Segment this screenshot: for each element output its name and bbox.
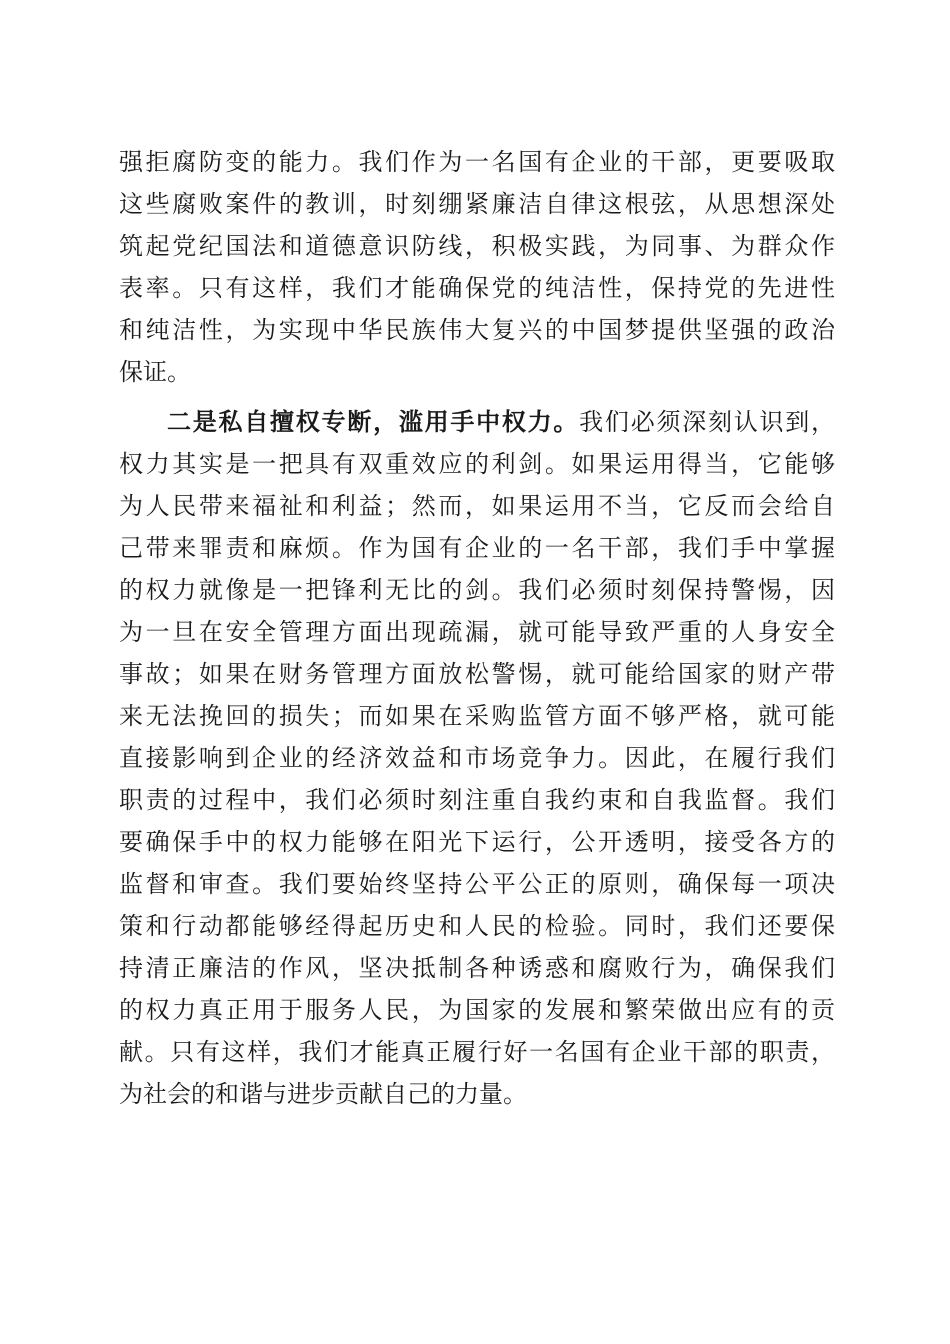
text-line: 己带来罪责和麻烦。作为国有企业的一名干部，我们手中掌握 xyxy=(119,534,835,562)
text-line: 直接影响到企业的经济效益和市场竞争力。因此，在履行我们 xyxy=(119,744,835,772)
text-line: 的权力就像是一把锋利无比的剑。我们必须时刻保持警惕，因 xyxy=(119,576,835,604)
text-run: 我们必须深刻认识到， xyxy=(579,408,836,436)
text-line: 筑起党纪国法和道德意识防线，积极实践，为同事、为群众作 xyxy=(119,232,835,260)
text-line: 保证。 xyxy=(119,358,191,386)
text-line: 的权力真正用于服务人民，为国家的发展和繁荣做出应有的贡 xyxy=(119,996,835,1024)
text-line-first xyxy=(119,401,835,443)
paragraph-spacer xyxy=(119,393,835,401)
text-line: 为人民带来福祉和利益；然而，如果运用不当，它反而会给自 xyxy=(119,492,835,520)
text-line: 献。只有这样，我们才能真正履行好一名国有企业干部的职责， xyxy=(119,1038,835,1066)
text-line: 和纯洁性，为实现中华民族伟大复兴的中国梦提供坚强的政治 xyxy=(119,316,835,344)
paragraph-2 xyxy=(119,401,835,1115)
text-line: 表率。只有这样，我们才能确保党的纯洁性，保持党的先进性 xyxy=(119,274,835,302)
text-line: 要确保手中的权力能够在阳光下运行，公开透明，接受各方的 xyxy=(119,828,835,856)
text-line: 来无法挽回的损失；而如果在采购监管方面不够严格，就可能 xyxy=(119,702,835,730)
body-text xyxy=(119,141,835,1115)
text-line: 监督和审查。我们要始终坚持公平公正的原则，确保每一项决 xyxy=(119,870,835,898)
text-line: 为社会的和谐与进步贡献自己的力量。 xyxy=(119,1080,527,1108)
text-line: 职责的过程中，我们必须时刻注重自我约束和自我监督。我们 xyxy=(119,786,835,814)
paragraph-heading: 二是私自擅权专断，滥用手中权力。 xyxy=(167,407,580,436)
text-line: 为一旦在安全管理方面出现疏漏，就可能导致严重的人身安全 xyxy=(119,618,835,646)
text-line: 事故；如果在财务管理方面放松警惕，就可能给国家的财产带 xyxy=(119,660,835,688)
paragraph-1 xyxy=(119,141,835,393)
text-line: 强拒腐防变的能力。我们作为一名国有企业的干部，更要吸取 xyxy=(119,148,835,176)
text-line: 策和行动都能够经得起历史和人民的检验。同时，我们还要保 xyxy=(119,912,835,940)
text-line: 这些腐败案件的教训，时刻绷紧廉洁自律这根弦，从思想深处 xyxy=(119,190,835,218)
text-line: 权力其实是一把具有双重效应的利剑。如果运用得当，它能够 xyxy=(119,450,835,478)
text-line: 持清正廉洁的作风，坚决抵制各种诱惑和腐败行为，确保我们 xyxy=(119,954,835,982)
